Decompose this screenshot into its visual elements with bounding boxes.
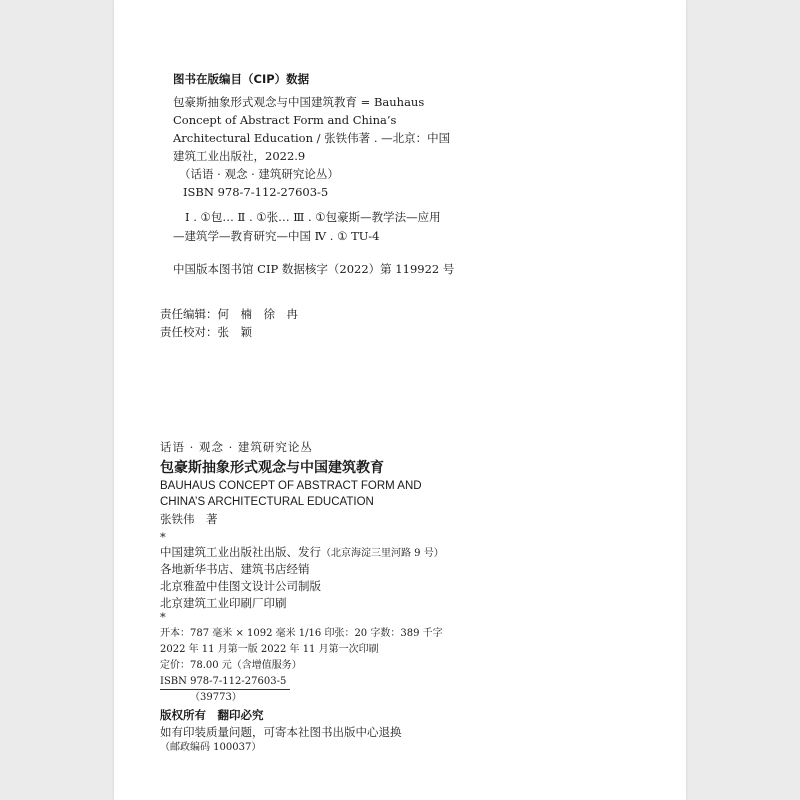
cip-entry-line-4: 建筑工业出版社，2022.9 xyxy=(173,149,306,163)
postcode: （邮政编码 100037） xyxy=(160,742,262,753)
cip-entry-line-3: Architectural Education / 张铁伟著 . —北京：中国 xyxy=(173,131,451,145)
printer-line: 北京建筑工业印刷厂印刷 xyxy=(160,596,287,610)
publisher-address: （北京海淀三里河路 9 号） xyxy=(321,548,444,559)
book-code: （39773） xyxy=(190,692,242,703)
imprint-isbn: ISBN 978-7-112-27603-5 xyxy=(160,676,287,687)
imprint-title-cn: 包豪斯抽象形式观念与中国建筑教育 xyxy=(160,460,384,476)
cip-entry-line-1: 包豪斯抽象形式观念与中国建筑教育 = Bauhaus xyxy=(173,95,425,109)
proofreader-credit: 责任校对：张 颖 xyxy=(160,325,252,339)
copyright-page xyxy=(114,0,686,800)
cip-subject-line-1: Ⅰ . ①包… Ⅱ . ①张… Ⅲ . ①包豪斯—教学法—应用 xyxy=(185,210,441,224)
distributor-line: 各地新华书店、建筑书店经销 xyxy=(160,562,310,576)
separator-star-2: * xyxy=(160,610,166,624)
cip-heading: 图书在版编目（CIP）数据 xyxy=(173,72,310,86)
edition-line: 2022 年 11 月第一版 2022 年 11 月第一次印刷 xyxy=(160,644,379,655)
price-line: 定价：78.00 元（含增值服务） xyxy=(160,660,302,671)
quality-notice: 如有印装质量问题，可寄本社图书出版中心退换 xyxy=(160,725,402,739)
cip-check-number: 中国版本图书馆 CIP 数据核字（2022）第 119922 号 xyxy=(173,262,455,276)
separator-star-1: * xyxy=(160,530,166,544)
rights-reserved: 版权所有 翻印必究 xyxy=(160,708,264,722)
typesetter-line: 北京雅盈中佳图文设计公司制版 xyxy=(160,579,321,593)
cip-entry-line-2: Concept of Abstract Form and China’s xyxy=(173,113,397,127)
publisher-name: 中国建筑工业出版社出版、发行 xyxy=(160,545,321,559)
format-line: 开本：787 毫米 × 1092 毫米 1/16 印张：20 字数：389 千字 xyxy=(160,628,443,639)
imprint-title-en-line-1: BAUHAUS CONCEPT OF ABSTRACT FORM AND xyxy=(160,480,422,492)
publisher-line xyxy=(160,545,444,561)
cip-series: （话语 · 观念 · 建筑研究论丛） xyxy=(179,167,339,181)
editor-credit: 责任编辑：何 楠 徐 冉 xyxy=(160,307,298,321)
cip-subject-line-2: —建筑学—教育研究—中国 Ⅳ . ① TU-4 xyxy=(173,229,380,243)
imprint-author: 张铁伟 著 xyxy=(160,512,218,526)
imprint-series: 话语 · 观念 · 建筑研究论丛 xyxy=(160,440,313,454)
isbn-rule xyxy=(160,689,290,690)
cip-isbn: ISBN 978-7-112-27603-5 xyxy=(183,185,329,199)
imprint-title-en-line-2: CHINA’S ARCHITECTURAL EDUCATION xyxy=(160,496,374,508)
